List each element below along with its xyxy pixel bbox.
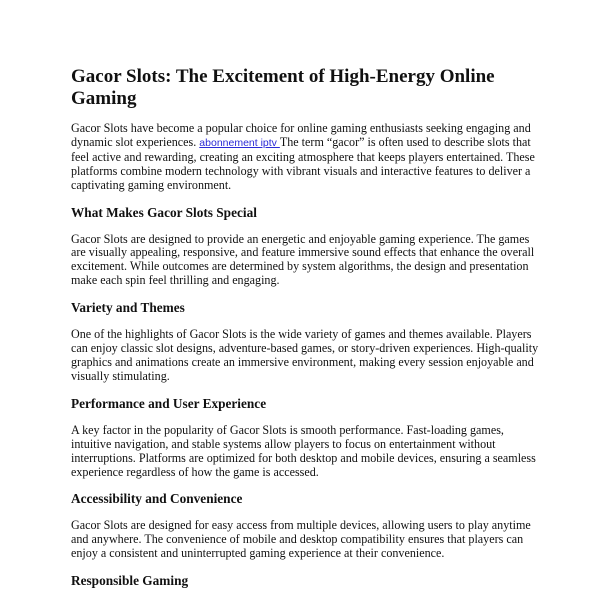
page-title: Gacor Slots: The Excitement of High-Energy Online Gaming <box>71 66 495 109</box>
intro-text-after-link: The term “gacor” is often used to describe slots that feel active and rewarding, creating an exciting atmosphere that keeps players entertained. These platforms combine modern technology with vibrant visuals and interactive features to deliver a captivating gaming environment. <box>71 134 535 192</box>
section-variety-themes <box>71 300 541 384</box>
section-what-makes-special <box>71 205 541 289</box>
section-heading: Accessibility and Convenience <box>71 491 243 507</box>
section-body: One of the highlights of Gacor Slots is the wide variety of games and themes available. Players can enjoy classic slot designs, adventure-based games, or story-driven experiences. High-quality graphics and animations create an immersive environment, making every session enjoyable and visually stimulating. <box>71 327 539 383</box>
section-body: A key factor in the popularity of Gacor Slots is smooth performance. Fast-loading games, intuitive navigation, and stable systems allow players to focus on entertainment without interruptions. Platforms are optimized for both desktop and mobile devices, ensuring a seamless experience regardless of how the game is accessed. <box>71 422 536 479</box>
abonnement-iptv-link[interactable]: abonnement iptv <box>199 136 280 149</box>
section-heading: What Makes Gacor Slots Special <box>71 204 257 220</box>
section-heading: Performance and User Experience <box>71 395 267 411</box>
section-body: Gacor Slots are designed for easy access from multiple devices, allowing users to play anytime and anywhere. The convenience of mobile and desktop compatibility ensures that players can enjoy a consistent and uninterrupted gaming experience at their convenience. <box>71 518 531 561</box>
section-heading: Variety and Themes <box>71 300 185 316</box>
document-page <box>71 66 541 601</box>
intro-text-before-link: Gacor Slots have become a popular choice for online gaming enthusiasts seeking engaging and dynamic slot experiences. <box>71 121 531 149</box>
intro-paragraph <box>71 122 541 193</box>
section-performance <box>71 396 541 480</box>
section-responsible-gaming <box>71 573 541 589</box>
section-accessibility <box>71 491 541 561</box>
section-body: Gacor Slots are designed to provide an energetic and enjoyable gaming experience. The games are visually appealing, responsive, and feature immersive sound effects that enhance the overall excitement. While outcomes are determined by system algorithms, the design and presentation make each spin feel thrilling and engaging. <box>71 231 535 288</box>
section-heading: Responsible Gaming <box>71 573 189 589</box>
